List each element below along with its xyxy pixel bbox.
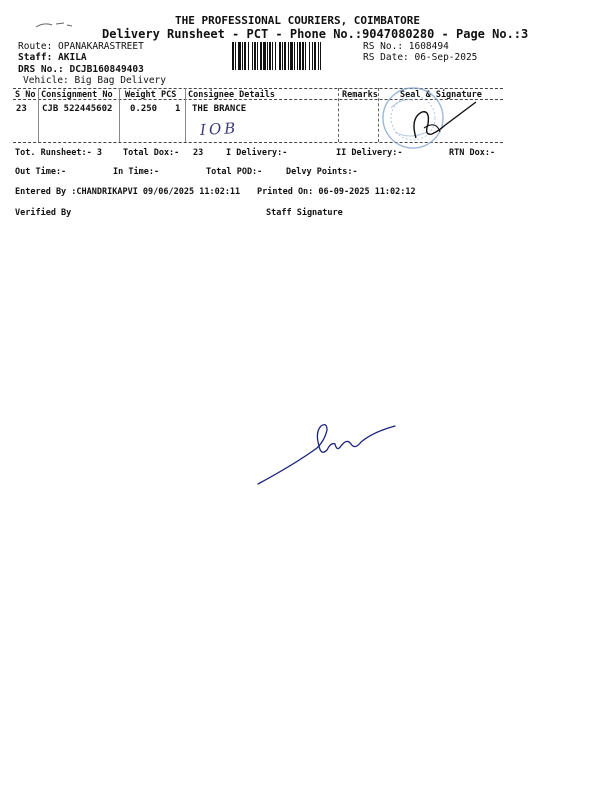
barcode-bar [267, 42, 268, 70]
barcode-bar [320, 42, 321, 70]
route-text: Route: OPANAKARASTREET [18, 41, 144, 52]
barcode-bar [305, 42, 306, 70]
table-col-divider [38, 88, 39, 142]
barcode-bar [284, 42, 286, 70]
header-remarks: Remarks [342, 90, 378, 100]
barcode-bar [269, 42, 271, 70]
barcode-bar [242, 42, 243, 70]
barcode-bar [288, 42, 289, 70]
i-delivery: I Delivery:- [226, 148, 288, 158]
tot-runsheet: Tot. Runsheet:- 3 [15, 148, 102, 158]
entered-by: Entered By :CHANDRIKAPVI 09/06/2025 11:02:11 [15, 187, 241, 197]
out-time: Out Time:- [15, 167, 67, 177]
barcode-bar [279, 42, 281, 70]
rs-date: RS Date: 06-Sep-2025 [363, 52, 478, 63]
barcode-bar [297, 42, 298, 70]
header-consignee-details: Consignee Details [188, 90, 275, 100]
barcode-bar [318, 42, 319, 70]
header-consignment-no: Consignment No [41, 90, 113, 100]
header-sno: S No [15, 90, 36, 100]
staff-text: Staff: AKILA [18, 52, 87, 63]
runsheet-subtitle: Delivery Runsheet - PCT - Phone No.:9047080280 - Page No.:3 [102, 27, 529, 41]
total-dox-label: Total Dox:- [123, 148, 180, 158]
table-col-divider [185, 88, 186, 142]
table-col-divider [338, 88, 339, 142]
barcode-bar [238, 42, 241, 70]
barcode-bar [260, 42, 262, 70]
barcode [232, 42, 360, 70]
printed-on: Printed On: 06-09-2025 11:02:12 [257, 187, 416, 197]
barcode-bar [302, 42, 304, 70]
barcode-bar [254, 42, 256, 70]
barcode-bar [275, 42, 276, 70]
delvy-points: Delvy Points:- [286, 167, 358, 177]
company-title: THE PROFESSIONAL COURIERS, COIMBATORE [175, 14, 421, 27]
staff-signature-label: Staff Signature [266, 208, 343, 218]
barcode-bar [282, 42, 283, 70]
cell-pcs: 1 [175, 104, 181, 114]
rs-number: RS No.: 1608494 [363, 41, 449, 52]
cell-weight: 0.250 [130, 104, 158, 114]
total-pod: Total POD:- [206, 167, 263, 177]
barcode-bar [252, 42, 253, 70]
barcode-bar [299, 42, 301, 70]
staff-signature [255, 418, 405, 490]
handwritten-note: IOB [199, 119, 239, 139]
barcode-bar [263, 42, 266, 70]
barcode-bar [257, 42, 258, 70]
barcode-bar [294, 42, 295, 70]
total-dox-value: 23 [193, 148, 204, 158]
cell-consignment-no: CJB 522445602 [42, 104, 113, 114]
barcode-bar [244, 42, 246, 70]
barcode-bar [232, 42, 234, 70]
table-col-divider [119, 88, 120, 142]
cell-consignee: THE BRANCE [192, 104, 247, 114]
scan-mark [34, 20, 74, 30]
in-time: In Time:- [113, 167, 160, 177]
rtn-dox: RTN Dox:- [449, 148, 496, 158]
barcode-bar [290, 42, 293, 70]
vehicle-text: Vehicle: Big Bag Delivery [23, 75, 166, 86]
barcode-bar [312, 42, 313, 70]
barcode-bar [272, 42, 273, 70]
barcode-bar [235, 42, 236, 70]
seal-signature [400, 98, 480, 144]
ii-delivery: II Delivery:- [336, 148, 403, 158]
barcode-bar [309, 42, 310, 70]
verified-by: Verified By [15, 208, 72, 218]
header-weight: Weight [125, 90, 156, 100]
header-seal-signature: Seal & Signature [400, 90, 482, 100]
header-pcs: PCS [161, 90, 177, 100]
barcode-bar [314, 42, 316, 70]
cell-sno: 23 [16, 104, 27, 114]
drs-number: DRS No.: DCJB160849403 [18, 64, 144, 75]
barcode-bar [248, 42, 249, 70]
